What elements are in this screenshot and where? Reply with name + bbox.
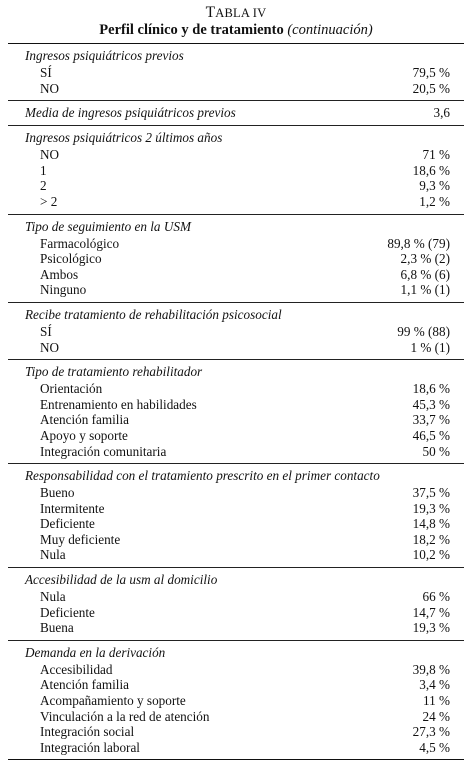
row-label: Ninguno: [40, 282, 87, 298]
table-row: [8, 147, 464, 163]
table-bottom-rule: [8, 759, 464, 760]
table-row: [8, 324, 464, 340]
section-rows: [8, 324, 464, 359]
table-row: [8, 340, 464, 358]
section-heading-label: Ingresos psiquiátricos previos: [25, 48, 184, 63]
row-label: Bueno: [40, 485, 75, 501]
table-row: [8, 605, 464, 621]
table-section: [8, 359, 464, 463]
section-heading-label: Ingresos psiquiátricos 2 últimos años: [25, 130, 223, 146]
table-row: [8, 251, 464, 267]
table-row: [8, 516, 464, 532]
row-value: 9,3 %: [419, 178, 450, 194]
row-value: 10,2 %: [412, 547, 450, 563]
row-value: 50 %: [422, 443, 450, 459]
table-section: [8, 640, 464, 760]
table-section: [8, 44, 464, 100]
table-section: [8, 100, 464, 125]
table-row: [8, 381, 464, 397]
table-section: [8, 463, 464, 567]
row-value: 19,3 %: [412, 620, 450, 636]
table-row: [8, 267, 464, 283]
row-value: 6,8 % (6): [400, 266, 450, 282]
table-row: [8, 620, 464, 638]
table-row: [8, 589, 464, 605]
section-heading: [8, 303, 464, 324]
section-heading: [8, 44, 464, 65]
table-row: [8, 444, 464, 462]
row-label: Acompañamiento y soporte: [40, 693, 186, 709]
table-title: [0, 22, 472, 39]
row-value: 2,3 % (2): [400, 251, 450, 267]
section-rows: [8, 147, 464, 213]
table-title-continuation: (continuación): [287, 22, 373, 38]
row-label: Psicológico: [40, 251, 102, 267]
row-value: 14,8 %: [412, 516, 450, 532]
section-heading: [8, 360, 464, 381]
row-label: Ambos: [40, 266, 79, 282]
row-label: Integración comunitaria: [40, 443, 167, 459]
section-heading-label: Tipo de tratamiento rehabilitador: [25, 364, 203, 380]
section-heading-label: Demanda en la derivación: [25, 644, 166, 660]
row-label: NO: [40, 80, 60, 96]
table-row: [8, 532, 464, 548]
row-label: > 2: [40, 193, 58, 209]
section-heading: [8, 101, 464, 125]
row-value: 24 %: [422, 708, 450, 724]
table-row: [8, 412, 464, 428]
row-value: 4,5 %: [419, 739, 450, 755]
section-rows: [8, 485, 464, 567]
table-title-main: Perfil clínico y de tratamiento: [99, 22, 284, 38]
row-value: 66 %: [422, 589, 450, 605]
table-row: [8, 163, 464, 179]
section-rows: [8, 236, 464, 302]
table-row: [8, 662, 464, 678]
table-row: [8, 740, 464, 758]
table-section: [8, 214, 464, 302]
table-row: [8, 81, 464, 99]
row-label: Apoyo y soporte: [40, 427, 128, 443]
row-value: 18,6 %: [412, 162, 450, 178]
table-row: [8, 282, 464, 300]
table-row: [8, 693, 464, 709]
row-label: Orientación: [40, 381, 103, 397]
row-label: Integración social: [40, 724, 135, 740]
row-label: Atención familia: [40, 412, 129, 428]
table-section: [8, 125, 464, 213]
row-label: Buena: [40, 620, 74, 636]
table-section: [8, 567, 464, 640]
section-rows: [8, 381, 464, 463]
row-label: Deficiente: [40, 604, 95, 620]
section-heading: [8, 215, 464, 236]
section-heading-label: Accesibilidad de la usm al domicilio: [25, 572, 218, 588]
table-number-initial: T: [205, 4, 216, 21]
row-value: 45,3 %: [412, 396, 450, 412]
row-value: 1,1 % (1): [400, 282, 450, 298]
row-value: 1,2 %: [419, 193, 450, 209]
section-heading-label: Tipo de seguimiento en la USM: [25, 218, 191, 234]
row-value: 99 % (88): [397, 323, 450, 339]
section-rows: [8, 662, 464, 760]
row-label: Accesibilidad: [40, 661, 113, 677]
table-row: [8, 397, 464, 413]
row-label: 2: [40, 178, 47, 194]
table-row: [8, 65, 464, 81]
table-row: [8, 547, 464, 565]
section-heading: [8, 568, 464, 589]
row-label: SÍ: [40, 323, 52, 339]
table-row: [8, 194, 464, 212]
section-rows: [8, 65, 464, 100]
row-value: 11 %: [423, 693, 450, 709]
row-label: Integración laboral: [40, 739, 140, 755]
row-value: 71 %: [422, 147, 450, 163]
section-heading: [8, 464, 464, 485]
row-label: Farmacológico: [40, 235, 120, 251]
row-value: 37,5 %: [412, 485, 450, 501]
section-heading: [8, 641, 464, 662]
row-value: 1 % (1): [410, 339, 450, 355]
row-value: 79,5 %: [412, 65, 450, 80]
table-caption: [0, 0, 472, 39]
section-rows: [8, 589, 464, 640]
row-value: 3,4 %: [419, 677, 450, 693]
row-value: 46,5 %: [412, 427, 450, 443]
table-row: [8, 178, 464, 194]
row-value: 14,7 %: [412, 604, 450, 620]
table-number: [0, 0, 472, 22]
table-number-rest: ABLA IV: [215, 6, 267, 20]
row-label: SÍ: [40, 65, 52, 80]
row-value: 33,7 %: [412, 412, 450, 428]
table-row: [8, 428, 464, 444]
row-label: Nula: [40, 589, 66, 605]
row-label: Entrenamiento en habilidades: [40, 396, 197, 412]
row-value: 18,6 %: [412, 381, 450, 397]
data-table: [8, 44, 464, 759]
table-section: [8, 302, 464, 359]
section-heading-label: Media de ingresos psiquiátricos previos: [25, 105, 236, 121]
row-value: 18,2 %: [412, 531, 450, 547]
table-row: [8, 236, 464, 252]
table-row: [8, 709, 464, 725]
section-heading-label: Recibe tratamiento de rehabilitación psicosocial: [25, 306, 282, 322]
row-label: Intermitente: [40, 500, 105, 516]
row-label: Muy deficiente: [40, 531, 121, 547]
row-label: NO: [40, 147, 60, 163]
row-label: Vinculación a la red de atención: [40, 708, 210, 724]
row-label: 1: [40, 162, 47, 178]
section-heading-value: 3,6: [433, 105, 450, 121]
table-row: [8, 724, 464, 740]
row-label: NO: [40, 339, 60, 355]
row-value: 27,3 %: [412, 724, 450, 740]
table-row: [8, 677, 464, 693]
row-label: Deficiente: [40, 516, 95, 532]
row-label: Atención familia: [40, 677, 129, 693]
section-heading: [8, 126, 464, 147]
table-row: [8, 485, 464, 501]
section-heading-label: Responsabilidad con el tratamiento prescrito en el primer contacto: [25, 468, 380, 484]
table-row: [8, 501, 464, 517]
row-value: 89,8 % (79): [387, 235, 450, 251]
row-label: Nula: [40, 547, 66, 563]
row-value: 19,3 %: [412, 500, 450, 516]
row-value: 39,8 %: [412, 661, 450, 677]
row-value: 20,5 %: [412, 80, 450, 96]
